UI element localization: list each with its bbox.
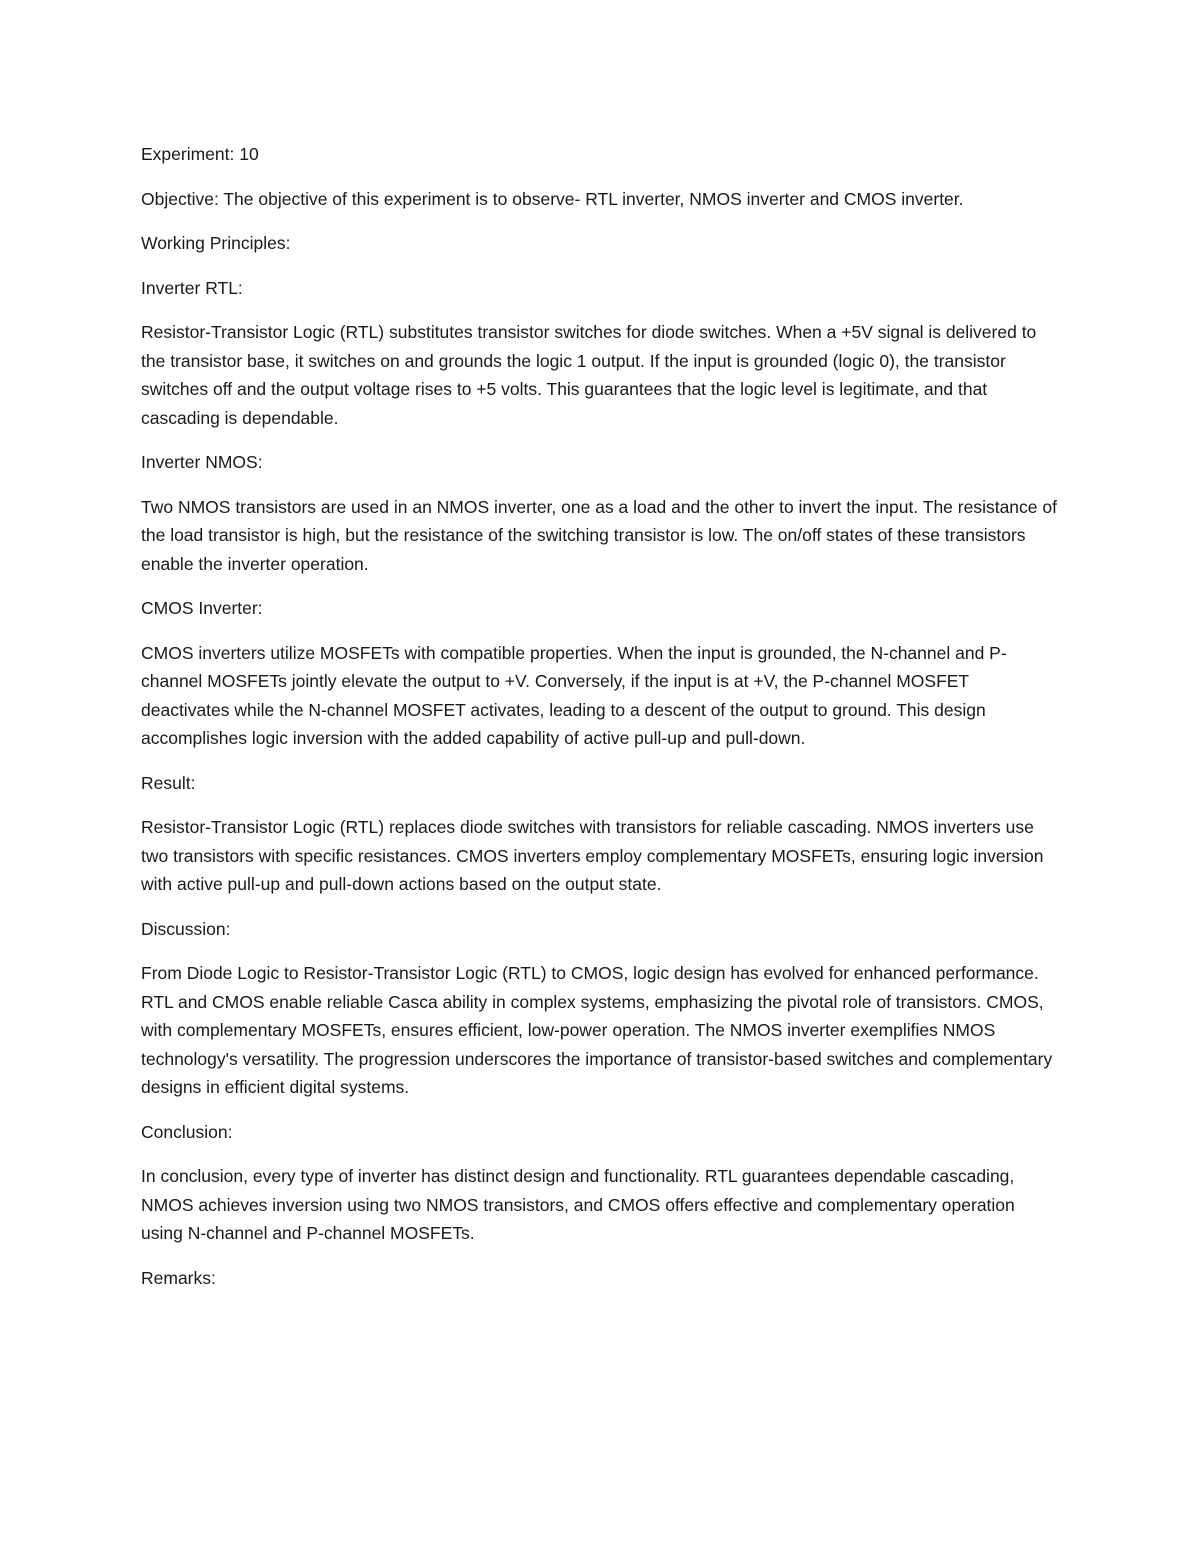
result-heading: Result: xyxy=(141,772,196,793)
objective-paragraph: Objective: The objective of this experiment is to observe- RTL inverter, NMOS inverter and CMOS inverter. xyxy=(141,188,964,209)
conclusion-paragraph: In conclusion, every type of inverter has distinct design and functionality. RTL guarantees dependable cascading, NMOS achieves inversion using two NMOS transistors, and CMOS offers effective and complementary operation using N-channel and P-channel MOSFETs. xyxy=(141,1166,1015,1243)
cmos-heading: CMOS Inverter: xyxy=(141,598,263,618)
rtl-heading: Inverter RTL: xyxy=(141,277,243,298)
discussion-heading: Discussion: xyxy=(141,918,231,939)
remarks-heading: Remarks: xyxy=(141,1267,216,1288)
cmos-paragraph: CMOS inverters utilize MOSFETs with compatible properties. When the input is grounded, the N-channel and P-channel MOSFETs jointly elevate the output to +V. Conversely, if the input is at +V, the P-channel MOSFET deactivates while the N-channel MOSFET activates, leading to a descent of the output to ground. This design accomplishes logic inversion with the added capability of active pull-up and pull-down. xyxy=(141,642,1007,748)
nmos-paragraph: Two NMOS transistors are used in an NMOS inverter, one as a load and the other to invert the input. The resistance of the load transistor is high, but the resistance of the switching transistor is low. The on/off states of these transistors enable the inverter operation. xyxy=(141,496,1057,574)
rtl-paragraph: Resistor-Transistor Logic (RTL) substitutes transistor switches for diode switches. When a +5V signal is delivered to the transistor base, it switches on and grounds the logic 1 output. If the input is grounded (logic 0), the transistor switches off and the output voltage rises to +5 volts. This guarantees that the logic level is legitimate, and that cascading is dependable. xyxy=(141,322,1037,428)
experiment-title: Experiment: 10 xyxy=(141,144,259,164)
result-paragraph: Resistor-Transistor Logic (RTL) replaces diode switches with transistors for reliable cascading. NMOS inverters use two transistors with specific resistances. CMOS inverters employ complementary MOSFETs, ensuring logic inversion with active pull-up and pull-down actions based on the output state. xyxy=(141,817,1044,894)
working-principles-heading: Working Principles: xyxy=(141,233,291,253)
document-page xyxy=(141,140,1061,1308)
conclusion-heading: Conclusion: xyxy=(141,1121,233,1142)
nmos-heading: Inverter NMOS: xyxy=(141,452,263,472)
discussion-paragraph: From Diode Logic to Resistor-Transistor Logic (RTL) to CMOS, logic design has evolved for enhanced performance. RTL and CMOS enable reliable Casca ability in complex systems, emphasizing the pivotal role of transistors. CMOS, with complementary MOSFETs, ensures efficient, low-power operation. The NMOS inverter exemplifies NMOS technology's versatility. The progression underscores the importance of transistor-based switches and complementary designs in efficient digital systems. xyxy=(141,963,1053,1097)
